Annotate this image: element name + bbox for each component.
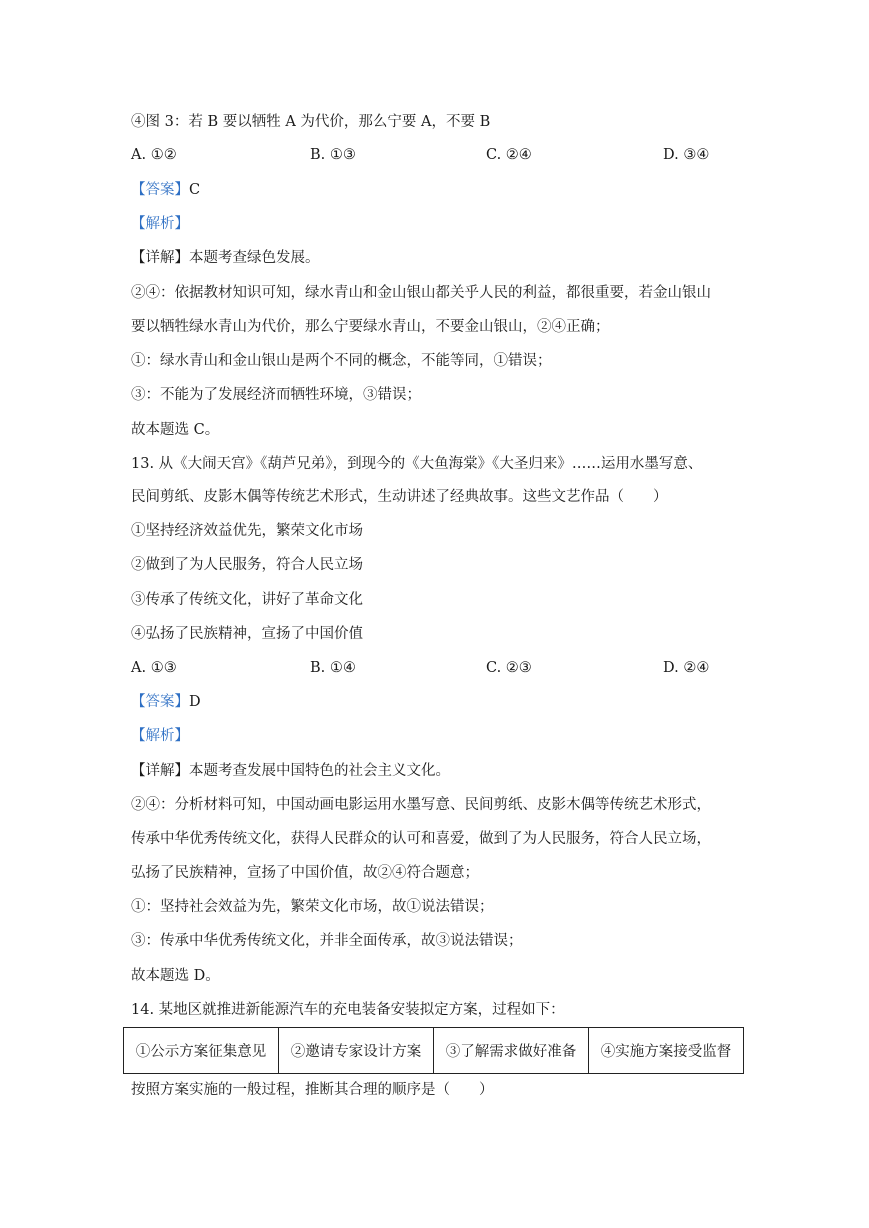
- q14-steps-table: [123, 1027, 744, 1074]
- q13-explanation-5: ③：传承中华优秀传统文化，并非全面传承，故③说法错误；: [131, 933, 523, 949]
- q14-stem: 14. 某地区就推进新能源汽车的充电装备安装拟定方案，过程如下：: [131, 1002, 565, 1018]
- q12-option-b: B. ①③: [310, 147, 356, 163]
- q13-detail: 【详解】本题考查发展中国特色的社会主义文化。: [131, 763, 450, 779]
- q13-explanation-2: 传承中华优秀传统文化，获得人民群众的认可和喜爱，做到了为人民服务，符合人民立场，: [131, 831, 711, 847]
- q12-detail: 【详解】本题考查绿色发展。: [131, 250, 320, 266]
- q13-statement-1: ①坚持经济效益优先，繁荣文化市场: [131, 523, 363, 539]
- q12-explanation-4: ③：不能为了发展经济而牺牲环境，③错误；: [131, 387, 421, 403]
- q13-explanation-3: 弘扬了民族精神，宣扬了中国价值，故②④符合题意；: [131, 865, 479, 881]
- q12-explanation-3: ①：绿水青山和金山银山是两个不同的概念，不能等同，①错误；: [131, 353, 552, 369]
- q13-conclusion: 故本题选 D。: [131, 968, 220, 984]
- table-row: [124, 1028, 744, 1074]
- q13-statement-3: ③传承了传统文化，讲好了革命文化: [131, 592, 363, 608]
- step-cell-2: ②邀请专家设计方案: [279, 1028, 434, 1074]
- step-cell-4: ④实施方案接受监督: [589, 1028, 744, 1074]
- q13-answer: [131, 692, 201, 712]
- q13-explanation-4: ①：坚持社会效益为先，繁荣文化市场，故①说法错误；: [131, 899, 494, 915]
- q13-option-d: D. ②④: [663, 660, 710, 676]
- q12-option-d: D. ③④: [663, 147, 710, 163]
- q13-analysis-tag: 【解析】: [131, 728, 189, 744]
- q13-statement-4: ④弘扬了民族精神，宣扬了中国价值: [131, 626, 363, 642]
- answer-tag: 【答案】: [131, 182, 189, 198]
- q12-option-a: A. ①②: [131, 147, 177, 163]
- q12-statement-4: ④图 3：若 B 要以牺牲 A 为代价，那么宁要 A，不要 B: [131, 114, 491, 130]
- answer-value: C: [189, 182, 201, 198]
- q12-analysis-tag: 【解析】: [131, 216, 189, 232]
- answer-value: D: [189, 694, 201, 710]
- q13-options: [131, 658, 731, 678]
- q12-conclusion: 故本题选 C。: [131, 422, 220, 438]
- answer-tag: 【答案】: [131, 694, 189, 710]
- q13-option-a: A. ①③: [131, 660, 177, 676]
- q13-option-b: B. ①④: [310, 660, 356, 676]
- q12-explanation-1: ②④：依据教材知识可知，绿水青山和金山银山都关乎人民的利益，都很重要，若金山银山: [131, 285, 711, 301]
- q13-stem-1: 13. 从《大闹天宫》《葫芦兄弟》，到现今的《大鱼海棠》《大圣归来》……运用水墨写意、: [131, 456, 703, 472]
- q13-explanation-1: ②④：分析材料可知，中国动画电影运用水墨写意、民间剪纸、皮影木偶等传统艺术形式，: [131, 797, 711, 813]
- step-cell-3: ③了解需求做好准备: [434, 1028, 589, 1074]
- q13-stem-2: 民间剪纸、皮影木偶等传统艺术形式，生动讲述了经典故事。这些文艺作品（ ）: [131, 489, 668, 505]
- q14-question: 按照方案实施的一般过程，推断其合理的顺序是（ ）: [131, 1082, 494, 1098]
- q13-option-c: C. ②③: [486, 660, 532, 676]
- q12-answer: [131, 180, 200, 200]
- step-cell-1: ①公示方案征集意见: [124, 1028, 279, 1074]
- q12-explanation-2: 要以牺牲绿水青山为代价，那么宁要绿水青山，不要金山银山，②④正确；: [131, 319, 610, 335]
- q13-statement-2: ②做到了为人民服务，符合人民立场: [131, 557, 363, 573]
- q12-options: [131, 145, 731, 165]
- q12-option-c: C. ②④: [486, 147, 532, 163]
